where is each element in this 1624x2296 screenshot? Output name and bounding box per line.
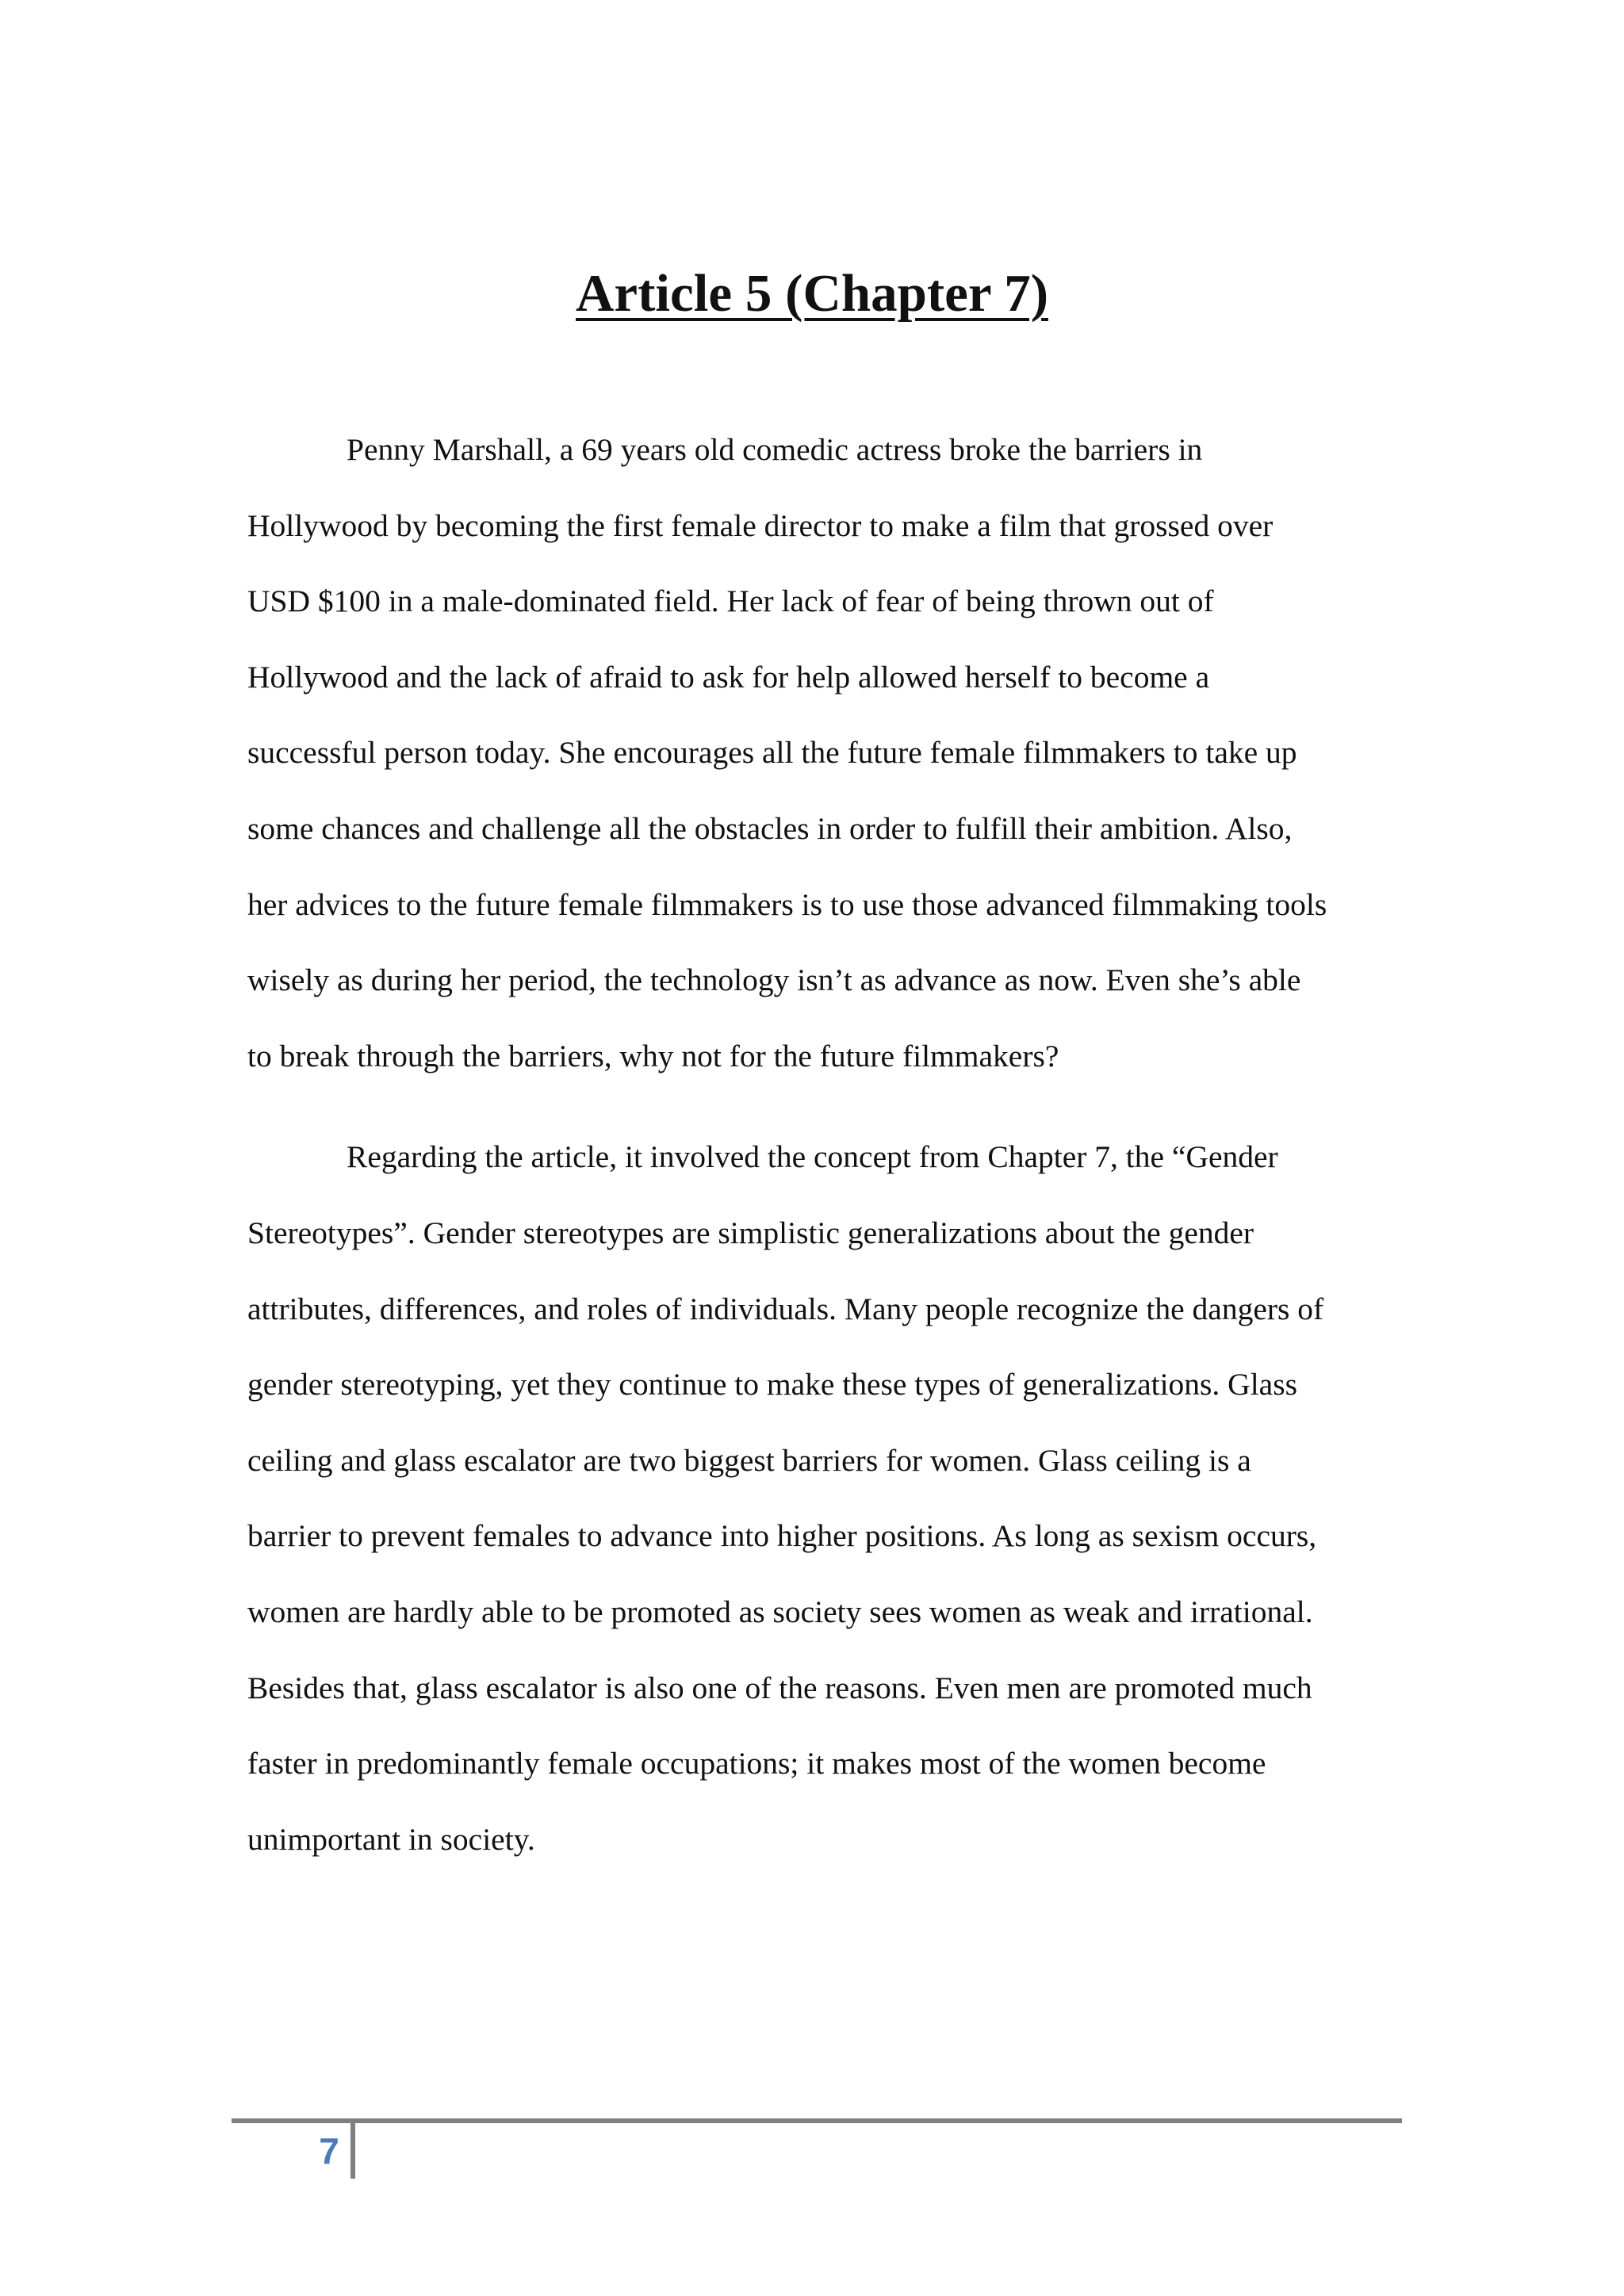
text-line: successful person today. She encourages all the future female filmmakers to take up xyxy=(247,735,1297,771)
text-line: her advices to the future female filmmakers is to use those advanced filmmaking tools xyxy=(247,886,1327,922)
text-line: attributes, differences, and roles of individuals. Many people recognize the dangers of xyxy=(247,1291,1324,1326)
text-line: barrier to prevent females to advance into higher positions. As long as sexism occurs, xyxy=(247,1518,1317,1554)
text-line: ceiling and glass escalator are two biggest barriers for women. Glass ceiling is a xyxy=(247,1442,1251,1478)
text-line: Hollywood by becoming the first female director to make a film that grossed over xyxy=(247,507,1274,543)
text-line: faster in predominantly female occupations; it makes most of the women become xyxy=(247,1746,1266,1781)
text-line: unimportant in society. xyxy=(247,1821,535,1857)
text-line: Hollywood and the lack of afraid to ask for help allowed herself to become a xyxy=(247,659,1210,695)
footer-rule xyxy=(232,2118,1402,2123)
text-line: Stereotypes”. Gender stereotypes are simplistic generalizations about the gender xyxy=(247,1215,1254,1250)
text-line: Regarding the article, it involved the concept from Chapter 7, the “Gender xyxy=(347,1139,1278,1175)
text-line: Besides that, glass escalator is also one of the reasons. Even men are promoted much xyxy=(247,1670,1312,1705)
text-line: some chances and challenge all the obstacles in order to fulfill their ambition. Also, xyxy=(247,810,1293,846)
paragraph-2 xyxy=(247,1119,1389,1877)
page-title: Article 5 (Chapter 7) xyxy=(576,264,1048,323)
article-body xyxy=(247,412,1389,1877)
text-line: USD $100 in a male-dominated field. Her lack of fear of being thrown out of xyxy=(247,584,1214,619)
text-line: women are hardly able to be promoted as society sees women as weak and irrational. xyxy=(247,1594,1313,1629)
text-line: Penny Marshall, a 69 years old comedic actress broke the barriers in xyxy=(347,432,1203,467)
text-line: gender stereotyping, yet they continue to make these types of generalizations. Glass xyxy=(247,1367,1297,1402)
paragraph-1 xyxy=(247,412,1389,1094)
text-line: to break through the barriers, why not for the future filmmakers? xyxy=(247,1038,1059,1073)
text-line: wisely as during her period, the technology isn’t as advance as now. Even she’s able xyxy=(247,962,1301,998)
page-number: 7 xyxy=(319,2130,339,2172)
footer-divider xyxy=(350,2118,355,2179)
